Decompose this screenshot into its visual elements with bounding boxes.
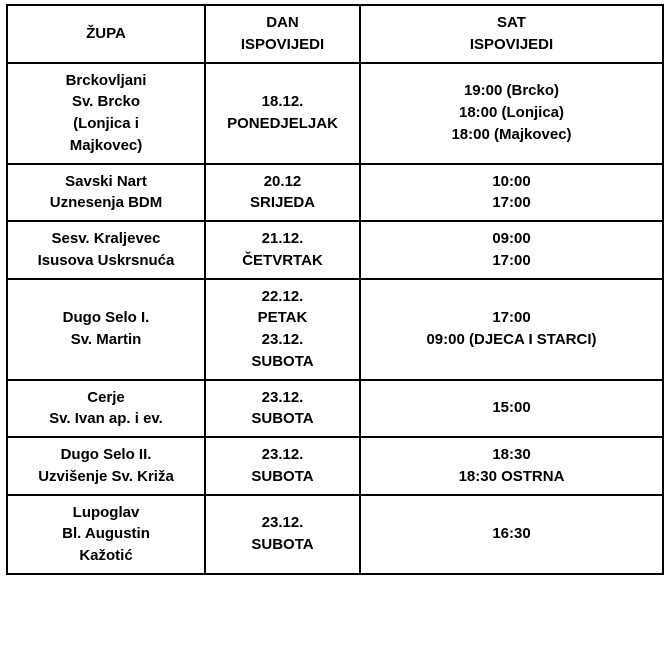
table-row <box>7 279 663 380</box>
table-body <box>7 63 663 574</box>
text-line: PONEDJELJAK <box>227 115 338 132</box>
text-line: 16:30 <box>492 525 531 543</box>
text-line: 21.12. <box>261 230 304 247</box>
text-line: Kažotić <box>79 547 133 564</box>
cell-day <box>205 495 360 574</box>
text-line: SUBOTA <box>251 352 314 370</box>
cell-parish <box>7 437 205 495</box>
text-line: 17:00 <box>492 194 531 212</box>
text-line: 23.12. <box>261 446 304 463</box>
text-line: 23.12. <box>261 388 304 406</box>
text-line: SAT <box>497 14 526 31</box>
text-line: SRIJEDA <box>249 194 316 212</box>
cell-time <box>360 279 663 380</box>
text-line: Uzvišenje Sv. Križa <box>38 467 174 485</box>
text-line: ISPOVIJEDI <box>469 35 554 53</box>
table-row <box>7 495 663 574</box>
text-line: 17:00 <box>492 251 531 269</box>
text-line: Uznesenja BDM <box>49 194 163 212</box>
text-line: Sv. Brcko <box>71 93 141 111</box>
text-line: 09:00 (DJECA I STARCI) <box>426 331 597 348</box>
text-line: 10:00 <box>492 172 531 190</box>
header-cell-day <box>205 5 360 63</box>
cell-parish <box>7 279 205 380</box>
text-line: SUBOTA <box>251 467 314 485</box>
text-line: (Lonjica i <box>73 115 139 132</box>
text-line: 20.12 <box>263 172 302 190</box>
text-line: 23.12. <box>261 514 304 532</box>
text-line: DAN <box>266 14 299 31</box>
cell-time <box>360 495 663 574</box>
text-line: Sesv. Kraljevec <box>51 230 161 247</box>
text-line: Brckovljani <box>65 71 147 89</box>
cell-day <box>205 380 360 438</box>
cell-time <box>360 380 663 438</box>
cell-parish <box>7 495 205 574</box>
cell-day <box>205 437 360 495</box>
confession-schedule-table <box>6 4 664 575</box>
table-header <box>7 5 663 63</box>
cell-time <box>360 437 663 495</box>
cell-day <box>205 63 360 164</box>
table-row <box>7 221 663 279</box>
table-row <box>7 63 663 164</box>
table-row <box>7 164 663 222</box>
text-line: Sv. Martin <box>70 331 142 348</box>
text-line: 09:00 <box>492 230 531 247</box>
text-line: 23.12. <box>261 331 304 348</box>
text-line: Lupoglav <box>72 503 140 521</box>
cell-time <box>360 63 663 164</box>
text-line: Dugo Selo II. <box>60 446 152 463</box>
text-line: 18.12. <box>261 93 304 111</box>
header-row <box>7 5 663 63</box>
text-line: SUBOTA <box>251 536 314 554</box>
header-cell-parish <box>7 5 205 63</box>
text-line: PETAK <box>257 309 308 327</box>
text-line: 18:30 OSTRNA <box>458 467 565 485</box>
cell-parish <box>7 63 205 164</box>
text-line: Majkovec) <box>69 136 143 154</box>
cell-time <box>360 164 663 222</box>
text-line: 18:00 (Majkovec) <box>451 125 572 143</box>
text-line: 18:30 <box>492 446 531 463</box>
text-line: Savski Nart <box>65 172 147 190</box>
text-line: Dugo Selo I. <box>62 309 150 327</box>
cell-parish <box>7 164 205 222</box>
text-line: 18:00 (Lonjica) <box>458 104 565 122</box>
cell-day <box>205 164 360 222</box>
text-line: Cerje <box>87 388 125 406</box>
table-row <box>7 380 663 438</box>
text-line: ŽUPA <box>86 24 126 42</box>
text-line: ČETVRTAK <box>242 251 323 269</box>
header-cell-time <box>360 5 663 63</box>
text-line: Sv. Ivan ap. i ev. <box>49 410 163 428</box>
cell-day <box>205 221 360 279</box>
text-line: Isusova Uskrsnuća <box>37 251 175 269</box>
cell-time <box>360 221 663 279</box>
text-line: 22.12. <box>261 287 304 305</box>
cell-day <box>205 279 360 380</box>
text-line: ISPOVIJEDI <box>240 35 325 53</box>
text-line: SUBOTA <box>251 410 314 428</box>
table-row <box>7 437 663 495</box>
text-line: 19:00 (Brcko) <box>463 82 560 100</box>
cell-parish <box>7 380 205 438</box>
text-line: 17:00 <box>492 309 531 327</box>
text-line: Bl. Augustin <box>62 525 150 543</box>
cell-parish <box>7 221 205 279</box>
text-line: 15:00 <box>492 399 531 417</box>
